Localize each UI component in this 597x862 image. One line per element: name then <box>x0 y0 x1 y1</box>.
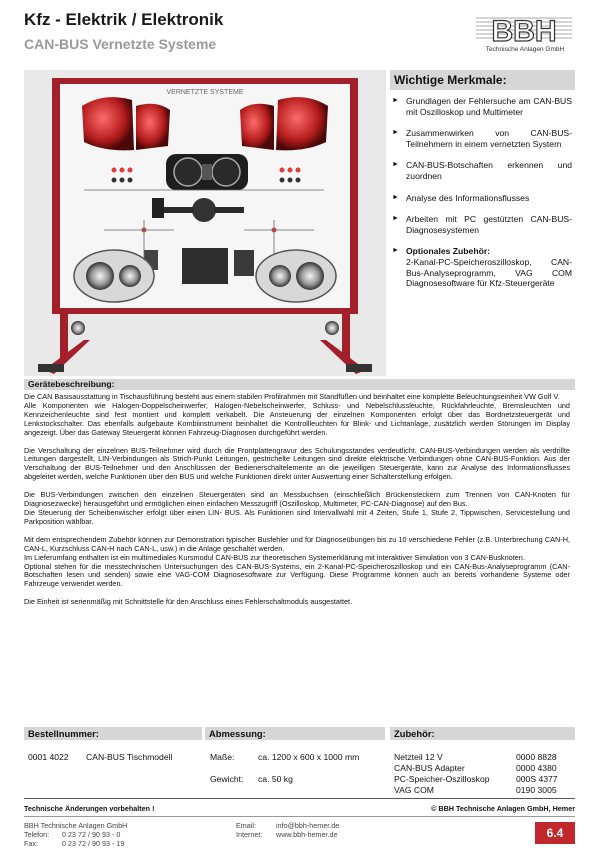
fog-light-right <box>325 321 339 335</box>
copyright: © BBH Technische Anlagen GmbH, Hemer <box>431 804 575 813</box>
weight-label: Gewicht: <box>210 774 244 784</box>
page-number-badge: 6.4 <box>535 822 575 844</box>
accessory-code: 0000 8828 <box>516 752 557 762</box>
accessory-name: VAG COM <box>394 785 434 795</box>
weight-value: ca. 50 kg <box>258 774 293 784</box>
feature-item <box>392 96 572 117</box>
control-unit <box>182 248 228 284</box>
dimensions-label: Maße: <box>210 752 235 762</box>
feature-text: CAN-BUS-Botschaften erkennen und zuordnen <box>406 160 572 181</box>
phone-label: Telefon: <box>24 830 50 839</box>
feature-text: Grundlagen der Fehlersuche am CAN-BUS mit Oszilloskop und Multimeter <box>406 96 572 117</box>
page-subtitle: CAN-BUS Vernetzte Systeme <box>24 36 217 52</box>
accessory-name: CAN-BUS Adapter <box>394 763 465 773</box>
email-label: Email: <box>236 821 256 830</box>
bullet-arrow-icon: ► <box>392 97 399 104</box>
bullet-arrow-icon: ► <box>392 193 399 201</box>
features-heading: Wichtige Merkmale: <box>390 70 575 90</box>
disclaimer: Technische Änderungen vorbehalten ! <box>24 804 155 813</box>
accessory-name: Netzteil 12 V <box>394 752 443 762</box>
page-title: Kfz - Elektrik / Elektronik <box>24 10 224 29</box>
accessory-code: 000S 4377 <box>516 774 558 784</box>
dimensions-value: ca. 1200 x 600 x 1000 mm <box>258 752 360 762</box>
fog-light-left <box>71 321 85 335</box>
features-list <box>392 96 572 300</box>
panel-label: VERNETZTE SYSTEME <box>166 89 244 96</box>
company-name: BBH Technische Anlagen GmbH <box>24 821 128 830</box>
bullet-arrow-icon: ► <box>392 129 399 137</box>
logo-lettering: BBH <box>491 15 557 48</box>
tail-light-inner-right <box>240 104 274 150</box>
bullet-arrow-icon: ► <box>392 215 399 223</box>
training-stand-illustration <box>24 70 386 376</box>
tail-light-left <box>82 97 134 150</box>
leg-right <box>342 308 350 358</box>
steering-column-switch <box>192 198 216 222</box>
accessory-code: 0190 3005 <box>516 785 557 795</box>
bullet-arrow-icon: ► <box>392 247 399 255</box>
bullet-arrow-icon: ► <box>392 161 399 169</box>
description-paragraph: Die Verschaltung der einzelnen BUS-Teilnehmer wird durch die Frontplattengravur des Schulungsstandes verdeutlicht. CAN-BUS-Verbindungen werden als verdrillte Leitungen dargestellt, LIN-Verbindungen als Strich-Punkt Leitungen, gestrichelte Leitungen sind direkte elektrische Verbindungen ohne CAN-BUS-Funktion. Aus der Verschaltung der BUS-Teilnehmer und den Anschlüssen der Bedienerschaltelemente an die jeweiligen Steuergeräte, kann zur Analyse des Informationsflusses abgeleitet werden, welche Funktionen über den BUS und welche Funktionen direkt unter Auswertung einer Schalterstellung erfolgen. <box>24 445 570 482</box>
accessory-name: PC-Speicher-Oszilloskop <box>394 774 490 784</box>
tail-light-right <box>276 97 328 150</box>
feature-item <box>392 128 572 149</box>
feature-item <box>392 160 572 181</box>
feature-text: Zusammenwirken von CAN-BUS-Teilnehmern in einem vernetzten System <box>406 128 572 149</box>
feature-item <box>392 214 572 235</box>
fax-label: Fax: <box>24 839 38 848</box>
product-name: CAN-BUS Tischmodell <box>86 752 173 762</box>
dimensions-heading: Abmessung: <box>205 727 385 740</box>
web-link[interactable]: www.bbh-hemer.de <box>276 830 338 839</box>
feature-text: Analyse des Informationsflusses <box>406 192 530 203</box>
logo-caption: Technische Anlagen GmbH <box>485 46 565 53</box>
feature-text: Arbeiten mit PC gestützten CAN-BUS-Diagnosesystemen <box>406 214 572 235</box>
product-photo <box>24 70 386 376</box>
description-paragraph: Die CAN Basisausstattung in Tischausführung besteht aus einem stabilen Profilrahmen mit Standfüßen und beinhaltet eine komplette Beleuchtungseinheit VW Golf V. Alle Komponenten wie Halogen-Doppelscheinwerfer, Halogen-Nebelscheinwerfer, Schluss- und Nebelschlussleuchte, Rückfahrleuchte, Bremsleuchten und Kennzeichenleuchte sind fest montiert und komplett verkabelt. Die Ansteuerung der einzelnen Komponenten erfolgt über das Bordnetzsteuergerät und Lenkstockschalter. Das ebenfalls aufgebaute Kombiinstrument beinhaltet die Kontrollleuchten für Blink- und Lichtanlage, zusätzlich werden Störungen im Display angezeigt. Über das Gateway Steuergerät können Fahrzeug-Diagnosen durchgeführt werden. <box>24 392 570 437</box>
description-paragraph: Mit dem entsprechendem Zubehör können zur Demonstration typischer Busfehler und für Diagnoseübungen bis zu 10 verschiedene Fehler (z.B. Unterbrechung CAN-H, CAN-L, Kurzschluss CAN-H nach CAN-L, usw.) in die Anlage geschaltet werden. Im Lieferumfang enthalten ist ein multimediales Kursmodul CAN-BUS zur theoretischen Systemerklärung mit interaktiver Simulation von 3 CAN-Busknoten. Optional stehen für die messtechnischen Untersuchungen des CAN-BUS-Systems, ein 2-Kanal-PC-Speicheroszilloskop und ein CAN-Bus-Analyseprogramm (CAN-Botschaften lesen und senden) sowie eine VAG-COM Diagnosesoftware zur Verfügung. Diese Programme können auch an bereits vorhandene Systeme oder Fahrzeuge verwendet werden. <box>24 534 570 589</box>
fax-number: 0 23 72 / 90 93 - 19 <box>62 839 125 848</box>
order-number: 0001 4022 <box>28 752 69 762</box>
feature-text: 2-Kanal-PC-Speicheroszilloskop, CAN-Bus-Analyseprogramm, VAG COM Diagnosesoftware für Kfz-Steuergeräte <box>406 256 572 289</box>
leg-left <box>60 308 68 358</box>
feature-item <box>392 193 572 204</box>
web-label: Internet: <box>236 830 263 839</box>
description-heading: Gerätebeschreibung: <box>24 379 575 390</box>
accessories-heading: Zubehör: <box>390 727 575 740</box>
description-paragraph: Die Einheit ist serienmäßig mit Schnittstelle für den Anschluss eines Fehlerschaltmoduls ausgestattet. <box>24 597 353 607</box>
footer-divider <box>24 798 575 799</box>
description-body <box>24 393 570 616</box>
tail-light-inner-left <box>136 104 170 150</box>
accessory-code: 0000 4380 <box>516 763 557 773</box>
feature-heading: Optionales Zubehör: <box>406 246 491 257</box>
phone-number: 0 23 72 / 90 93 - 0 <box>62 830 121 839</box>
description-paragraph: Die BUS-Verbindungen zwischen den einzelnen Steuergeräten sind an Messbuchsen (einschließlich Brückensteckern zum Trennen von CAN-Knoten für Diagnosezwecke) herausgeführt und ermöglichen einen einfachen Messzugriff (Oszilloskop, Multimeter, PC-CAN-Diagnose) auf den Bus. Die Steuerung der Scheibenwischer erfolgt über einen LIN- BUS. Als Funktionen sind Intervallwahl mit 4 Zeiten, Stufe 1, Stufe 2, Tippwischen, Servicestellung und Parkposition wählbar. <box>24 490 570 526</box>
feature-item-optional <box>392 246 572 288</box>
email-link[interactable]: info@bbh-hemer.de <box>276 821 340 830</box>
order-number-heading: Bestellnummer: <box>24 727 202 740</box>
footer-divider-2 <box>24 816 575 817</box>
